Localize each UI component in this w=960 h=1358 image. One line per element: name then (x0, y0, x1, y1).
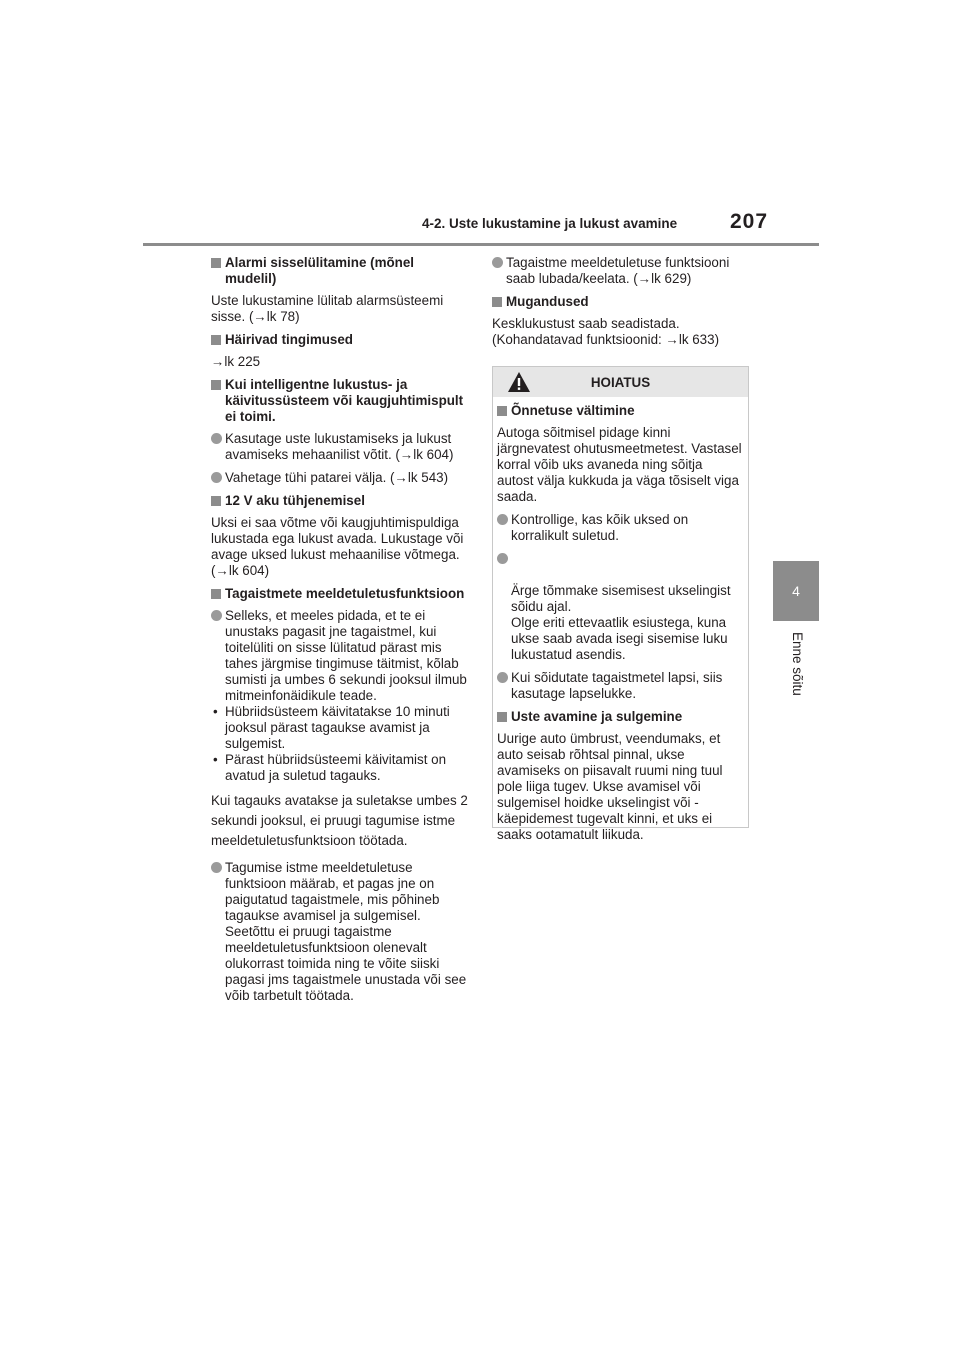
heading-text: 12 V aku tühjenemisel (225, 493, 365, 508)
warning-triangle-icon (507, 371, 531, 393)
list-item-text: Kui sõidutate tagaistmetel lapsi, siis kasutage lapselukke. (511, 670, 723, 701)
body-text: Uste lukustamine lülitab alarmsüsteemi sisse. (→lk 78) (211, 293, 444, 324)
list-item-text: Kasutage uste lukustamiseks ja lukust avamiseks mehaanilist võtit. (→lk 604) (225, 431, 454, 462)
round-bullet-icon (211, 472, 222, 483)
square-bullet-icon (211, 380, 221, 390)
chapter-title: Enne sõitu (790, 632, 805, 696)
square-bullet-icon (497, 406, 507, 416)
section-heading (497, 709, 742, 725)
list-item-text: Ärge tõmmake sisemisest ukselingist sõidu ajal. Olge eriti ettevaatlik esiustega, kuna ukse saab avada isegi sisemise luku lukustatud asendis. (511, 583, 731, 662)
section-heading (211, 377, 469, 425)
section-title: 4-2. Uste lukustamine ja lukust avamine (422, 216, 678, 231)
heading-text: Häirivad tingimused (225, 332, 353, 347)
warning-box (492, 366, 749, 842)
body-text: Autoga sõitmisel pidage kinni järgnevatest ohutusmeetmetest. Vastasel korral võib uks avaneda ning sõitja autost välja kukkuda ja väga tõsiselt viga saada. (497, 425, 742, 504)
heading-text: Uste avamine ja sulgemine (511, 709, 683, 724)
body-text: →lk 225 (211, 354, 261, 369)
section-heading (211, 586, 469, 602)
sub-list-item (211, 752, 469, 784)
square-bullet-icon (211, 496, 221, 506)
warning-title: HOIATUS (590, 374, 651, 390)
header-divider (143, 243, 819, 246)
heading-text: Mugandused (506, 294, 589, 309)
body-text: Uksi ei saa võtme või kaugjuhtimispuldiga lukustada ega lukust avada. Lukustage või avage uksed lukust mehaanilise võtmega. (→lk 604) (211, 515, 464, 578)
list-item (211, 608, 469, 704)
body-text: Uurige auto ümbrust, veendumaks, et auto seisab rõhtsal pinnal, ukse avamiseks on piisavalt ruumi ning tuul pole liiga tugev. Ukse avamisel või sulgemisel hoidke ukselingist või -käepidemest tugevalt kinni, et uks ei saaks ootamatult liikuda. (497, 731, 723, 842)
list-item-text: Tagumise istme meeldetuletuse funktsioon määrab, et pagas jne on paigutatud tagaistmele, mis põhineb tagaukse avamisel ja sulgemisel. Seetõttu ei pruugi tagaistme meeldetuletusfunktsioon olenevalt olukorrast toimida ning te võite siiski pagasi jms tagaistmele unustada või see võib tarbetult töötada. (225, 860, 467, 1003)
list-item (497, 512, 742, 544)
section-heading (211, 332, 469, 348)
list-item (211, 860, 469, 1004)
square-bullet-icon (211, 589, 221, 599)
square-bullet-icon (492, 297, 502, 307)
dash-bullet-icon: • (213, 704, 218, 719)
round-bullet-icon (211, 433, 222, 444)
square-bullet-icon (211, 335, 221, 345)
sub-list-item (211, 704, 469, 752)
round-bullet-icon (497, 672, 508, 683)
list-item (211, 431, 469, 463)
sub-list-item-text: Pärast hübriidsüsteemi käivitamist on avatud ja suletud tagauks. (225, 752, 447, 783)
list-item (497, 551, 742, 663)
list-item-text: Kontrollige, kas kõik uksed on korralikult suletud. (511, 512, 689, 543)
dash-bullet-icon: • (213, 752, 218, 767)
round-bullet-icon (497, 553, 508, 564)
page-number: 207 (730, 210, 769, 233)
sub-list-item-text: Hübriidsüsteem käivitatakse 10 minuti jooksul pärast tagaukse avamist ja sulgemist. (225, 704, 450, 751)
chapter-tab (773, 561, 819, 621)
square-bullet-icon (497, 712, 507, 722)
square-bullet-icon (211, 258, 221, 268)
warning-header (493, 367, 748, 397)
round-bullet-icon (211, 610, 222, 621)
round-bullet-icon (492, 257, 503, 268)
body-text: Kui tagauks avatakse ja suletakse umbes 2 sekundi jooksul, ei pruugi tagumise istme meeldetuletusfunktsioon töötada. (211, 793, 468, 848)
section-heading (211, 493, 469, 509)
heading-text: Kui intelligentne lukustus- ja käivitussüsteem või kaugjuhtimispult ei toimi. (225, 377, 464, 424)
chapter-number: 4 (792, 583, 800, 599)
section-heading (497, 403, 742, 419)
list-item-text: Selleks, et meeles pidada, et te ei unustaks pagasit jne tagaistmel, kui toitelüliti on sisse lülitatud pärast mis tahes järgmise tingimuse täitmist, kõlab sumisti ja umbes 6 sekundi jooksul ilmub mitmeinfonäidikule teade. (225, 608, 467, 703)
list-item (497, 670, 742, 702)
heading-text: Alarmi sisselülitamine (mõnel mudelil) (225, 255, 415, 286)
list-item (492, 255, 750, 287)
body-text: Kesklukustust saab seadistada. (Kohandatavad funktsioonid: →lk 633) (492, 316, 720, 347)
warning-body (493, 397, 748, 843)
section-heading (492, 294, 750, 310)
list-item-text: Tagaistme meeldetuletuse funktsiooni saab lubada/keelata. (→lk 629) (506, 255, 730, 286)
list-item (211, 470, 469, 486)
section-heading (211, 255, 469, 287)
round-bullet-icon (497, 514, 508, 525)
heading-text: Õnnetuse vältimine (511, 403, 635, 418)
heading-text: Tagaistmete meeldetuletusfunktsioon (225, 586, 465, 601)
list-item-text: Vahetage tühi patarei välja. (→lk 543) (225, 470, 449, 485)
right-column (492, 255, 750, 355)
round-bullet-icon (211, 862, 222, 873)
left-column (211, 255, 469, 1011)
